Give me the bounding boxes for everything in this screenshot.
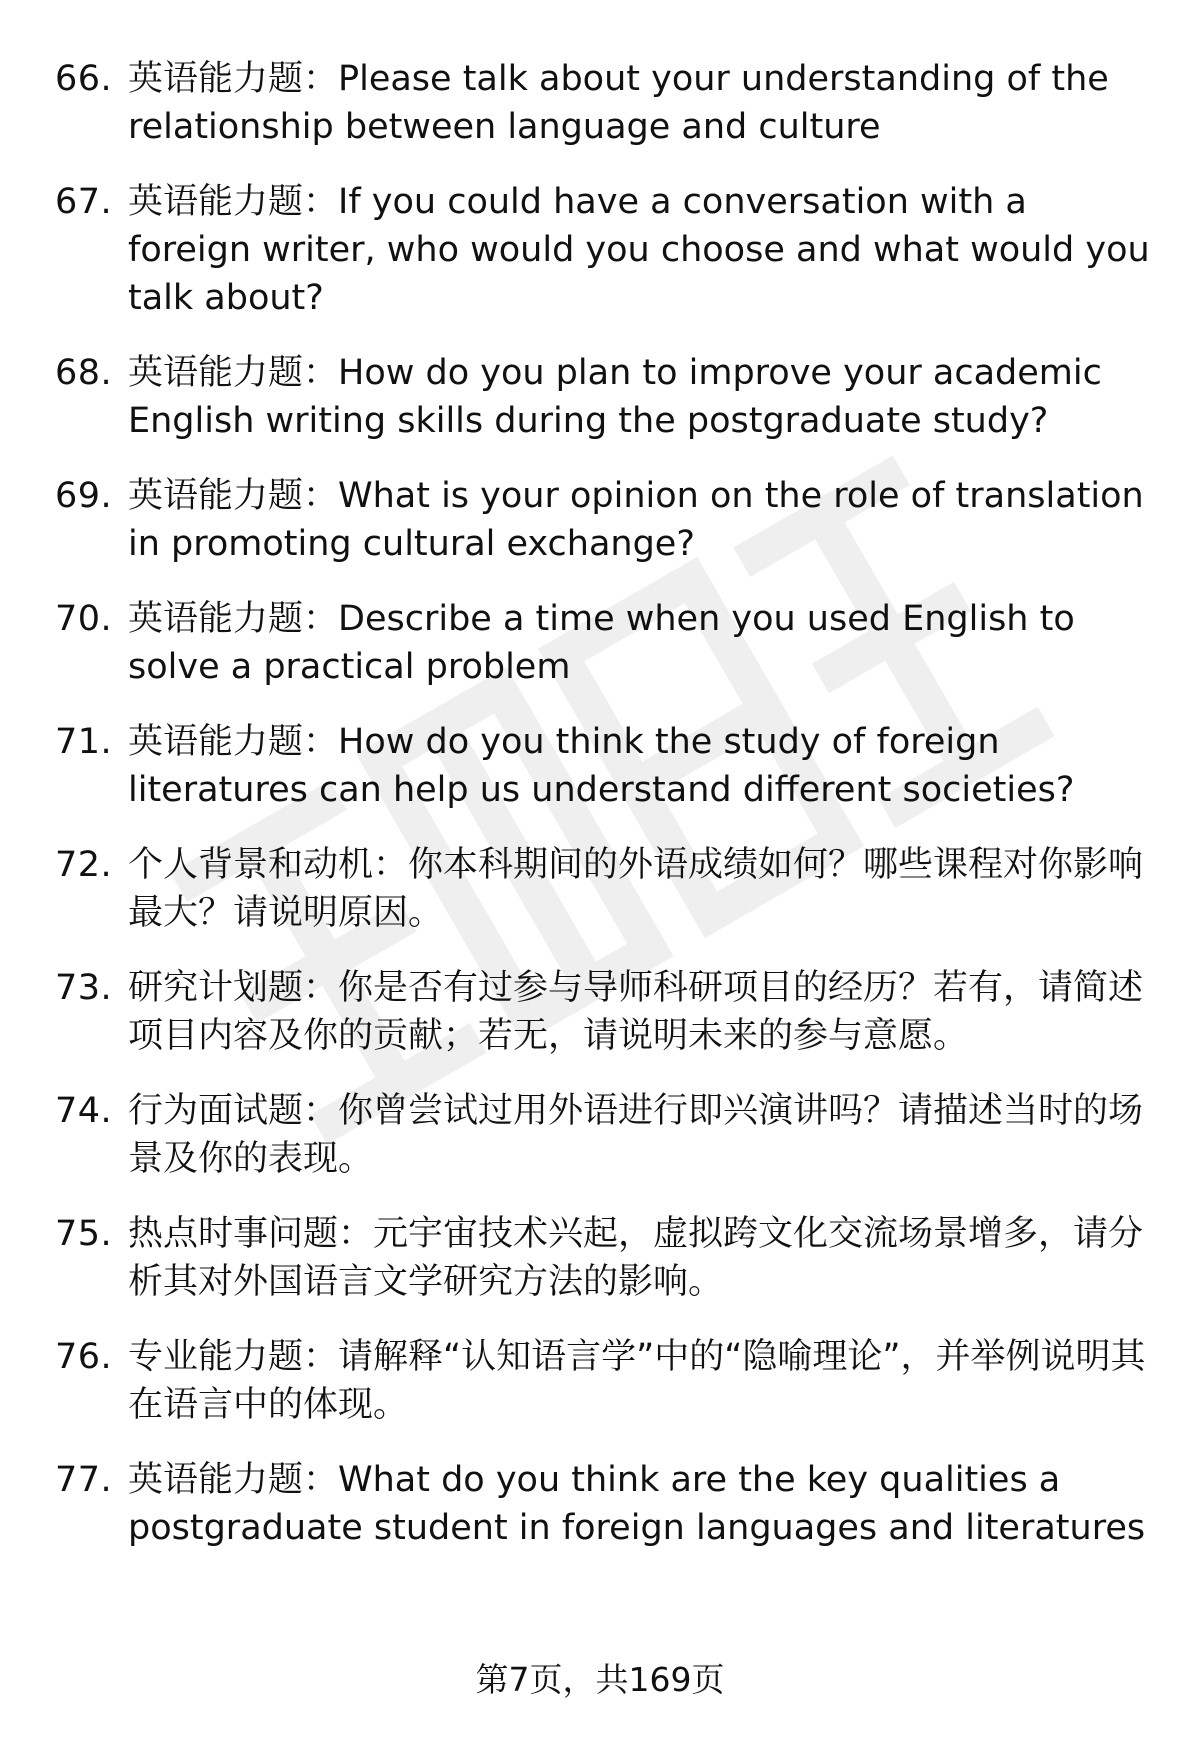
question-item-72	[55, 841, 1160, 937]
question-item-74	[55, 1087, 1160, 1183]
question-item-76	[55, 1333, 1160, 1429]
question-text: 研究计划题：你是否有过参与导师科研项目的经历？若有，请简述项目内容及你的贡献；若无，请说明未来的参与意愿。	[128, 968, 1144, 1056]
question-number: 71.	[55, 722, 113, 762]
question-item-66	[55, 55, 1160, 151]
question-item-71	[55, 718, 1160, 814]
question-item-77	[55, 1456, 1160, 1552]
question-number: 76.	[55, 1337, 113, 1377]
question-text: 英语能力题：What do you think are the key qualities a postgraduate student in foreign languages and literatures	[128, 1460, 1146, 1548]
question-text: 英语能力题：Describe a time when you used English to solve a practical problem	[128, 599, 1075, 687]
question-number: 72.	[55, 845, 113, 885]
question-number: 74.	[55, 1091, 113, 1131]
question-text: 英语能力题：If you could have a conversation with a foreign writer, who would you choose and what would you talk about?	[128, 182, 1150, 318]
question-number: 67.	[55, 182, 113, 222]
question-list	[55, 55, 1160, 1552]
question-number: 68.	[55, 353, 113, 393]
question-number: 69.	[55, 476, 113, 516]
page-indicator: 第7页，共169页	[475, 1660, 725, 1699]
question-text: 英语能力题：What is your opinion on the role of translation in promoting cultural exchange?	[128, 476, 1144, 564]
question-text: 英语能力题：How do you plan to improve your academic English writing skills during the postgraduate study?	[128, 353, 1102, 441]
question-item-75	[55, 1210, 1160, 1306]
question-item-67	[55, 178, 1160, 322]
question-number: 77.	[55, 1460, 113, 1500]
question-text: 个人背景和动机：你本科期间的外语成绩如何？哪些课程对你影响最大？请说明原因。	[128, 845, 1144, 933]
question-item-68	[55, 349, 1160, 445]
question-item-70	[55, 595, 1160, 691]
question-text: 专业能力题：请解释“认知语言学”中的“隐喻理论”，并举例说明其在语言中的体现。	[128, 1337, 1146, 1425]
question-text: 热点时事问题：元宇宙技术兴起，虚拟跨文化交流场景增多，请分析其对外国语言文学研究方法的影响。	[128, 1214, 1144, 1302]
question-text: 英语能力题：Please talk about your understanding of the relationship between language and culture	[128, 59, 1109, 147]
question-number: 66.	[55, 59, 113, 99]
question-item-69	[55, 472, 1160, 568]
question-item-73	[55, 964, 1160, 1060]
question-text: 行为面试题：你曾尝试过用外语进行即兴演讲吗？请描述当时的场景及你的表现。	[128, 1091, 1144, 1179]
question-number: 75.	[55, 1214, 113, 1254]
question-number: 73.	[55, 968, 113, 1008]
question-number: 70.	[55, 599, 113, 639]
question-text: 英语能力题：How do you think the study of foreign literatures can help us understand different societies?	[128, 722, 1075, 810]
